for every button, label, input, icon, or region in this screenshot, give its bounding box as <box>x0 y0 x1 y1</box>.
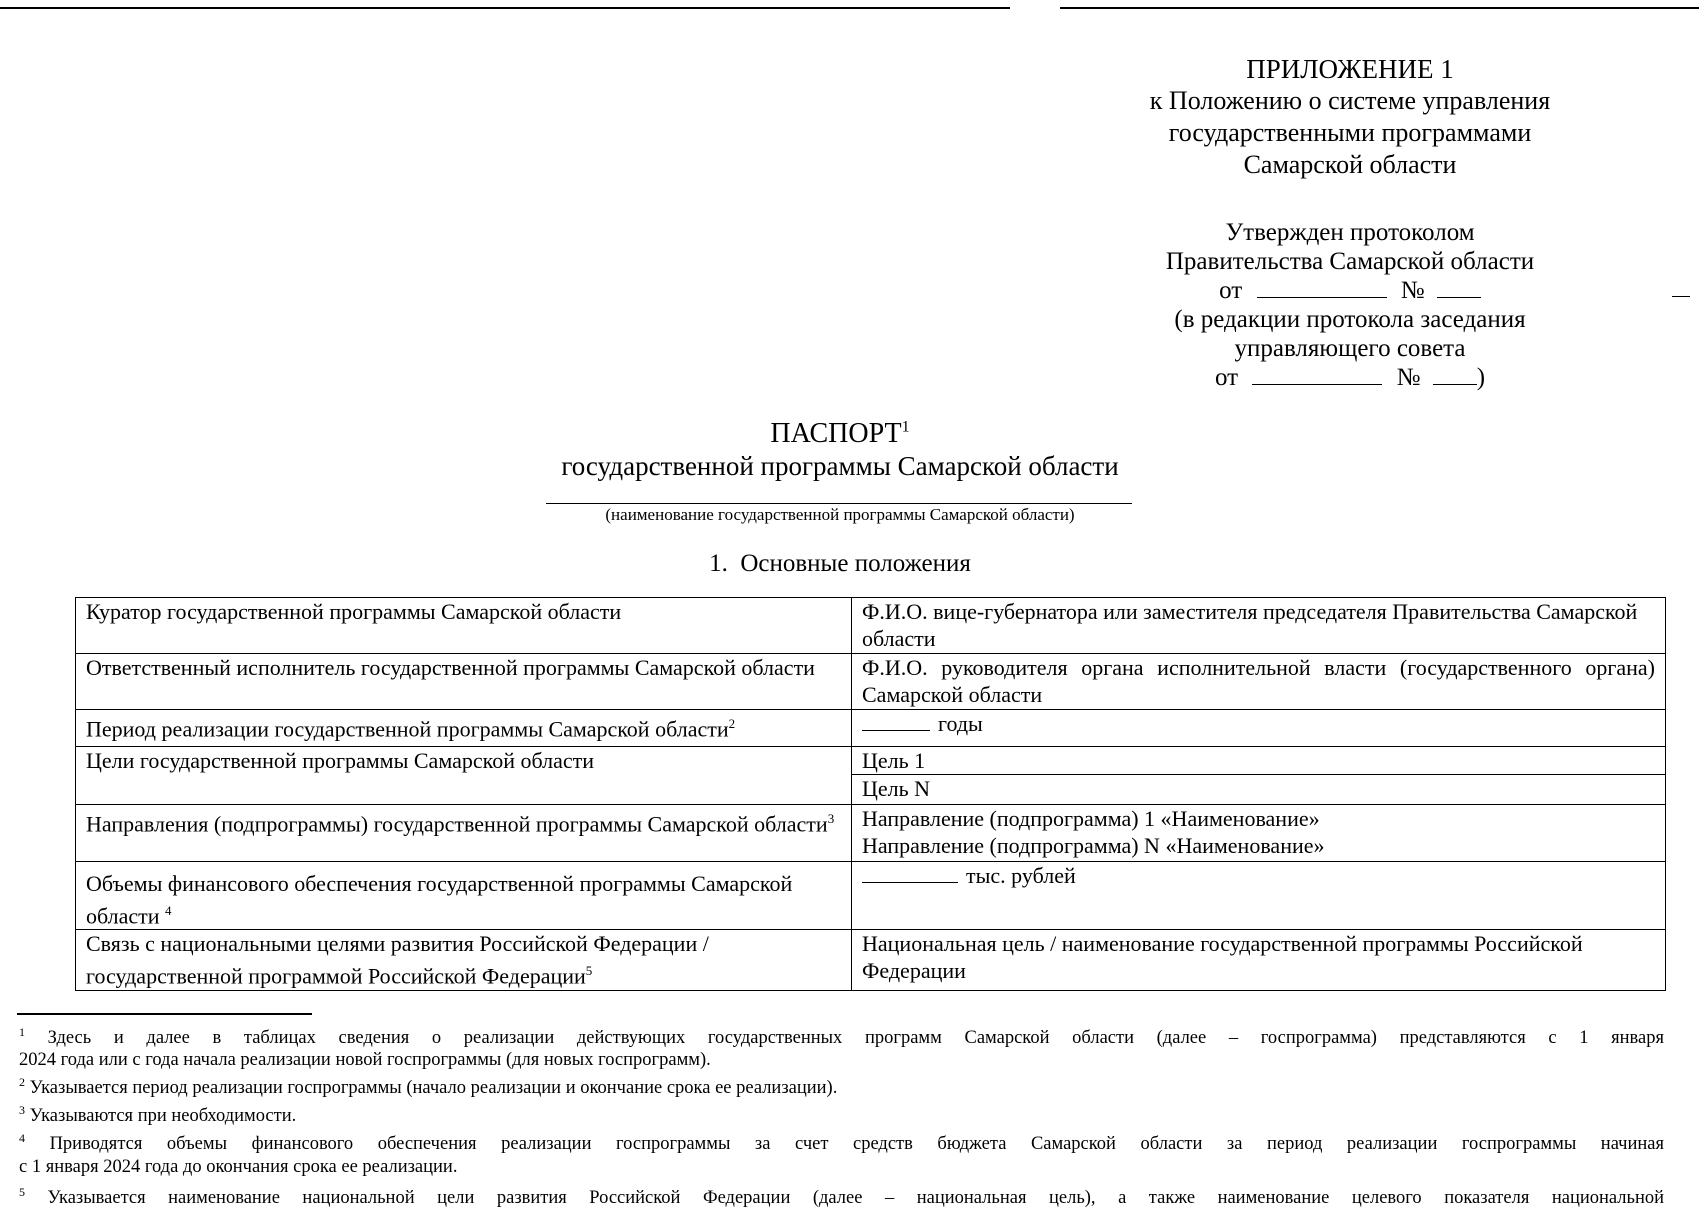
row-label <box>76 747 852 805</box>
table-row <box>76 654 1666 710</box>
goal-item: Цель 1 <box>862 748 926 773</box>
footnote-item <box>19 1071 1664 1099</box>
table-row <box>76 747 1666 805</box>
row-label <box>76 654 852 710</box>
footnote-item <box>19 1099 1664 1127</box>
row-label-text: Цели государственной программы Самарской области <box>86 748 595 773</box>
row-value <box>852 930 1666 990</box>
footnote-ref: 2 <box>728 716 736 731</box>
date-prefix: от <box>1214 364 1239 391</box>
appendix-header <box>1110 53 1590 181</box>
footnote-item <box>19 1021 1664 1049</box>
footnote-text: Здесь и далее в таблицах сведения о реализации действующих государственных программ Самарской области (далее – госпрограмма) представляются с 1 января <box>47 1028 1665 1049</box>
section-heading <box>380 550 1300 578</box>
footnote-text: 2024 года или с года начала реализации новой госпрограммы (для новых госпрограмм). <box>19 1050 711 1071</box>
footnote-number: 4 <box>19 1131 25 1146</box>
scan-top-border-right <box>1060 7 1699 9</box>
passport-table <box>75 597 1666 991</box>
date-prefix: от <box>1219 277 1243 304</box>
footnote-text: Приводятся объемы финансового обеспечения реализации госпрограммы за счет средств бюджета Самарской области за период реализации госпрограммы начиная <box>49 1134 1664 1155</box>
row-value-text: тыс. рублей <box>966 863 1076 888</box>
footnote-number: 5 <box>19 1184 25 1199</box>
closing-paren: ) <box>1476 364 1486 391</box>
appendix-line: государственными программами <box>1168 118 1532 147</box>
table-row <box>76 930 1666 990</box>
approval-date-line <box>1110 363 1590 392</box>
row-value <box>852 747 1666 805</box>
footnotes <box>19 1021 1664 1209</box>
footnote-text: Указывается наименование национальной цели развития Российской Федерации (далее – национальная цель), а также наименование целевого показателя национальной <box>47 1187 1665 1208</box>
appendix-line: к Положению о системе управления <box>1149 86 1551 115</box>
program-name-caption: (наименование государственной программы Самарской области) <box>605 505 1075 524</box>
approval-line: (в редакции протокола заседания <box>1174 306 1526 333</box>
footnote-ref: 3 <box>827 811 835 826</box>
number-blank <box>1437 277 1481 298</box>
program-name-blank <box>546 503 1132 504</box>
row-value-text: Ф.И.О. вице-губернатора или заместителя председателя Правительства Самарской области <box>862 599 1638 651</box>
row-label-text: Ответственный исполнитель государственной программы Самарской области <box>86 655 815 680</box>
number-blank <box>1433 364 1477 385</box>
row-label <box>76 598 852 654</box>
section-number: 1. <box>709 550 728 577</box>
period-blank <box>862 710 930 731</box>
row-label <box>76 710 852 747</box>
row-label-text: Направления (подпрограммы) государственной программы Самарской области <box>86 811 828 837</box>
row-value <box>852 654 1666 710</box>
direction-item: Направление (подпрограмма) N «Наименование» <box>862 833 1325 858</box>
table-row <box>76 710 1666 747</box>
footnote-item-continuation <box>19 1156 1664 1178</box>
table-row <box>76 598 1666 654</box>
approval-line: Правительства Самарской области <box>1165 248 1535 275</box>
goal-item: Цель N <box>852 774 1665 802</box>
footnote-ref: 1 <box>901 418 910 436</box>
number-sign: № <box>1396 364 1421 391</box>
footnote-item <box>19 1127 1664 1155</box>
footnote-separator <box>17 1013 312 1015</box>
row-label <box>76 805 852 862</box>
footnote-item <box>19 1181 1664 1209</box>
row-value <box>852 710 1666 747</box>
table-row <box>76 862 1666 930</box>
row-value-text: Национальная цель / наименование государственной программы Российской Федерации <box>862 931 1583 984</box>
section-title: Основные положения <box>740 550 971 577</box>
direction-item: Направление (подпрограмма) 1 «Наименование» <box>862 806 1320 831</box>
footnote-ref: 4 <box>165 903 172 918</box>
number-sign: № <box>1400 277 1425 304</box>
row-value <box>852 862 1666 930</box>
footnote-text: Указывается период реализации госпрограммы (начало реализации и окончание срока ее реализации). <box>29 1078 838 1099</box>
row-label-text: Куратор государственной программы Самарской области <box>86 599 622 624</box>
footnote-text: Указываются при необходимости. <box>29 1106 297 1127</box>
footnote-ref: 5 <box>585 963 593 979</box>
footnote-text: с 1 января 2024 года до окончания срока ее реализации. <box>19 1156 458 1177</box>
date-blank <box>1252 364 1382 385</box>
footnote-number: 3 <box>19 1103 25 1118</box>
appendix-line: Самарской области <box>1243 150 1457 179</box>
footnote-number: 2 <box>19 1075 25 1090</box>
amount-blank <box>862 862 958 883</box>
row-value <box>852 598 1666 654</box>
row-label <box>76 862 852 930</box>
row-value <box>852 805 1666 862</box>
row-label <box>76 930 852 990</box>
row-label-text: Объемы финансового обеспечения государственной программы Самарской области <box>86 871 793 929</box>
scan-top-border-left <box>0 7 1010 9</box>
margin-mark <box>1672 296 1690 297</box>
table-row <box>76 805 1666 862</box>
document-title <box>380 418 1300 450</box>
footnote-item-continuation <box>19 1049 1664 1071</box>
approval-line: Утвержден протоколом <box>1225 219 1475 246</box>
row-value-text: Ф.И.О. руководителя органа исполнительной власти (государственного органа) Самарской области <box>862 655 1655 707</box>
row-label-text: Связь с национальными целями развития Российской Федерации / государственной программой Российской Федерации <box>86 931 709 989</box>
document-title-text: ПАСПОРТ <box>770 418 902 449</box>
approval-line: управляющего совета <box>1234 335 1466 362</box>
row-label-text: Период реализации государственной программы Самарской области <box>86 716 729 742</box>
row-value-text: годы <box>938 711 983 736</box>
document-subtitle: государственной программы Самарской области <box>561 451 1119 481</box>
approval-date-line <box>1110 276 1590 305</box>
appendix-title: ПРИЛОЖЕНИЕ 1 <box>1246 54 1454 84</box>
approval-block <box>1110 218 1590 392</box>
footnote-number: 1 <box>19 1025 25 1039</box>
date-blank <box>1257 277 1387 298</box>
